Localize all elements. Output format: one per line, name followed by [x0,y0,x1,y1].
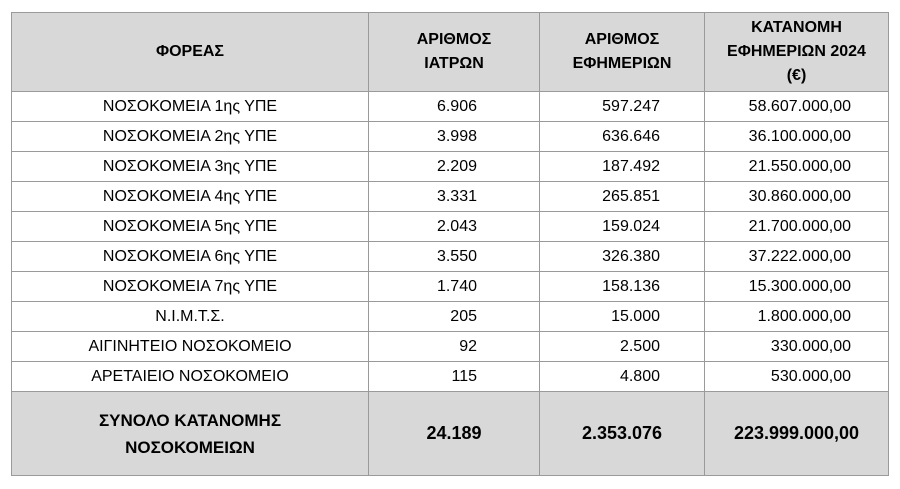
allocation-table-container [11,12,889,476]
cell-allocation: 15.300.000,00 [705,272,889,302]
cell-entity: ΝΟΣΟΚΟΜΕΙΑ 5ης ΥΠΕ [12,212,369,242]
table-row [12,302,889,332]
table-row [12,212,889,242]
cell-shifts: 15.000 [540,302,705,332]
cell-shifts: 187.492 [540,152,705,182]
cell-doctors: 3.998 [369,122,540,152]
cell-doctors: 115 [369,362,540,392]
cell-entity: ΑΙΓΙΝΗΤΕΙΟ ΝΟΣΟΚΟΜΕΙΟ [12,332,369,362]
cell-allocation: 58.607.000,00 [705,92,889,122]
cell-shifts: 636.646 [540,122,705,152]
cell-doctors: 2.043 [369,212,540,242]
cell-shifts: 326.380 [540,242,705,272]
cell-shifts: 597.247 [540,92,705,122]
header-row [12,13,889,92]
cell-doctors: 2.209 [369,152,540,182]
cell-allocation: 1.800.000,00 [705,302,889,332]
table-header [12,13,889,92]
cell-allocation: 37.222.000,00 [705,242,889,272]
total-label: ΣΥΝΟΛΟ ΚΑΤΑΝΟΜΗΣ ΝΟΣΟΚΟΜΕΙΩΝ [12,392,369,476]
cell-shifts: 159.024 [540,212,705,242]
header-doctors: ΑΡΙΘΜΟΣ ΙΑΤΡΩΝ [369,13,540,92]
cell-entity: ΝΟΣΟΚΟΜΕΙΑ 2ης ΥΠΕ [12,122,369,152]
table-row [12,242,889,272]
cell-entity: Ν.Ι.Μ.Τ.Σ. [12,302,369,332]
header-entity: ΦΟΡΕΑΣ [12,13,369,92]
total-shifts: 2.353.076 [540,392,705,476]
cell-allocation: 36.100.000,00 [705,122,889,152]
header-shifts: ΑΡΙΘΜΟΣ ΕΦΗΜΕΡΙΩΝ [540,13,705,92]
cell-allocation: 330.000,00 [705,332,889,362]
cell-doctors: 6.906 [369,92,540,122]
table-body [12,92,889,392]
cell-doctors: 3.550 [369,242,540,272]
cell-entity: ΝΟΣΟΚΟΜΕΙΑ 4ης ΥΠΕ [12,182,369,212]
allocation-table [11,12,889,476]
total-allocation: 223.999.000,00 [705,392,889,476]
cell-entity: ΝΟΣΟΚΟΜΕΙΑ 3ης ΥΠΕ [12,152,369,182]
cell-allocation: 21.550.000,00 [705,152,889,182]
cell-entity: ΝΟΣΟΚΟΜΕΙΑ 1ης ΥΠΕ [12,92,369,122]
table-row [12,92,889,122]
table-row [12,122,889,152]
total-doctors: 24.189 [369,392,540,476]
cell-shifts: 158.136 [540,272,705,302]
header-allocation: ΚΑΤΑΝΟΜΗ ΕΦΗΜΕΡΙΩΝ 2024 (€) [705,13,889,92]
cell-entity: ΝΟΣΟΚΟΜΕΙΑ 6ης ΥΠΕ [12,242,369,272]
cell-allocation: 530.000,00 [705,362,889,392]
cell-doctors: 205 [369,302,540,332]
table-row [12,152,889,182]
cell-allocation: 21.700.000,00 [705,212,889,242]
cell-doctors: 92 [369,332,540,362]
table-row [12,362,889,392]
cell-doctors: 1.740 [369,272,540,302]
cell-doctors: 3.331 [369,182,540,212]
cell-allocation: 30.860.000,00 [705,182,889,212]
cell-shifts: 2.500 [540,332,705,362]
cell-shifts: 265.851 [540,182,705,212]
total-row [12,392,889,476]
cell-entity: ΑΡΕΤΑΙΕΙΟ ΝΟΣΟΚΟΜΕΙΟ [12,362,369,392]
table-row [12,272,889,302]
table-footer [12,392,889,476]
table-row [12,182,889,212]
cell-entity: ΝΟΣΟΚΟΜΕΙΑ 7ης ΥΠΕ [12,272,369,302]
cell-shifts: 4.800 [540,362,705,392]
table-row [12,332,889,362]
